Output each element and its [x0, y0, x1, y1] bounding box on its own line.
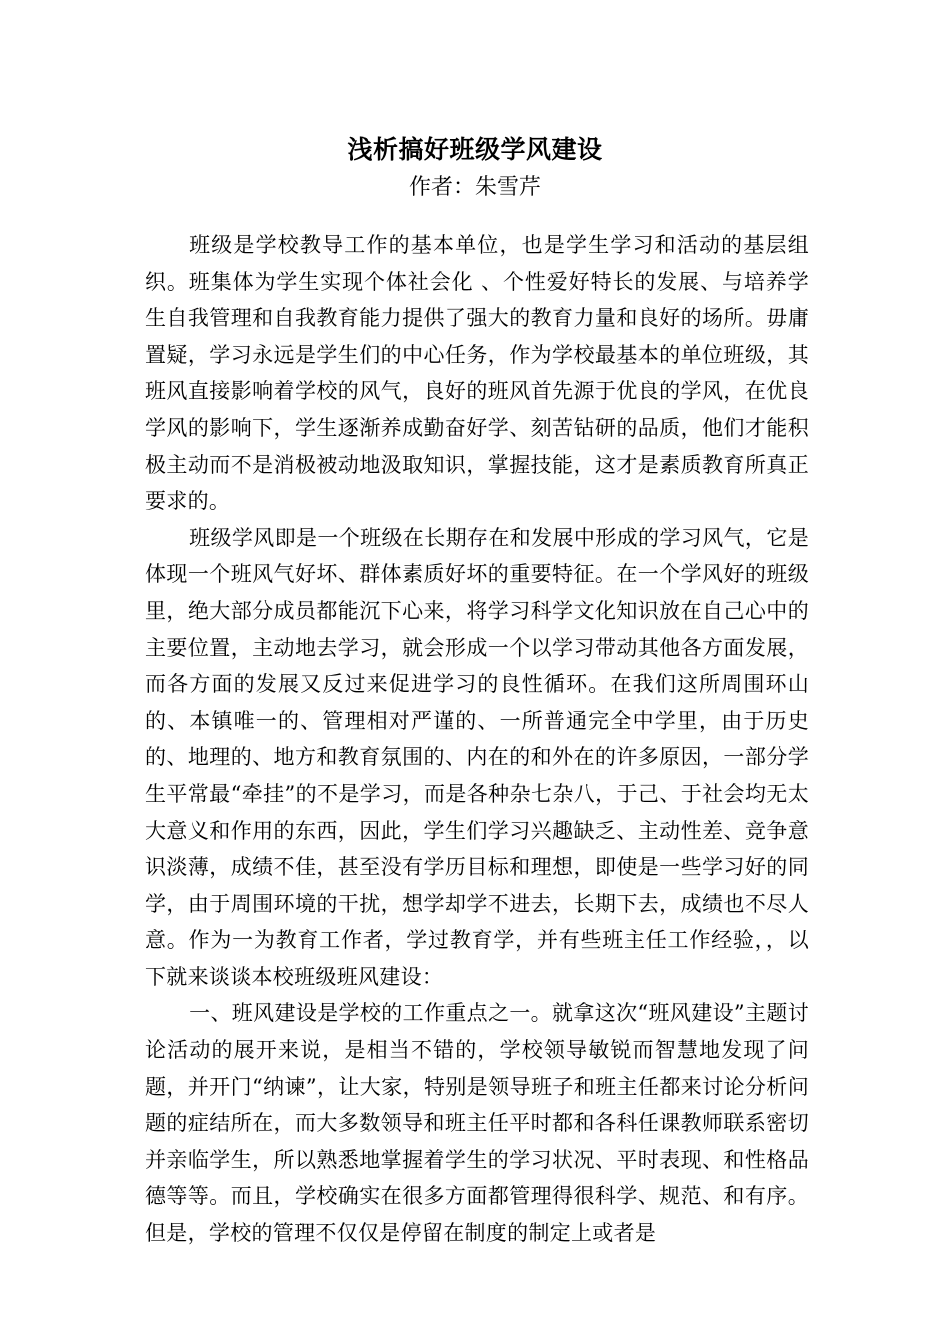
paragraph: 班级学风即是一个班级在长期存在和发展中形成的学习风气，它是体现一个班风气好坏、群体素质好坏的重要特征。在一个学风好的班级里，绝大部分成员都能沉下心来，将学习科学文化知识放在自己心中的主要位置，主动地去学习，就会形成一个以学习带动其他各方面发展，而各方面的发展又反过来促进学习的良性循环。在我们这所周围环山的、本镇唯一的、管理相对严谨的、一所普通完全中学里，由于历史的、地理的、地方和教育氛围的、内在的和外在的许多原因，一部分学生平常最“牵挂”的不是学习，而是各种杂七杂八，于己、于社会均无太大意义和作用的东西，因此，学生们学习兴趣缺乏、主动性差、竞争意识淡薄，成绩不佳，甚至没有学历目标和理想，即使是一些学习好的同学，由于周围环境的干扰，想学却学不进去，长期下去，成绩也不尽人意。作为一为教育工作者，学过教育学，并有些班主任工作经验，，以下就来谈谈本校班级班风建设：	[145, 525, 809, 989]
paragraph: 一、班风建设是学校的工作重点之一。就拿这次“班风建设”主题讨论活动的展开来说，是相当不错的，学校领导敏锐而智慧地发现了问题，并开门“纳谏”，让大家，特别是领导班子和班主任都来讨论分析问题的症结所在，而大多数领导和班主任平时都和各科任课教师联系密切并亲临学生，所以熟悉地掌握着学生的学习状况、平时表现、和性格品德等等。而且，学校确实在很多方面都管理得很科学、规范、和有序。但是，学校的管理不仅仅是停留在制度的制定上或者是	[145, 1001, 809, 1246]
document-title: 浅析搞好班级学风建设	[347, 135, 603, 164]
document-body	[145, 227, 809, 1252]
document-author: 作者：朱雪芹	[408, 175, 541, 200]
paragraph: 班级是学校教导工作的基本单位，也是学生学习和活动的基层组织。班集体为学生实现个体社会化 、个性爱好特长的发展、与培养学生自我管理和自我教育能力提供了强大的教育力量和良好的场所。毋庸置疑，学习永远是学生们的中心任务，作为学校最基本的单位班级，其班风直接影响着学校的风气，良好的班风首先源于优良的学风，在优良学风的影响下，学生逐渐养成勤奋好学、刻苦钻研的品质，他们才能积极主动而不是消极被动地汲取知识，掌握技能，这才是素质教育所真正要求的。	[145, 233, 809, 514]
